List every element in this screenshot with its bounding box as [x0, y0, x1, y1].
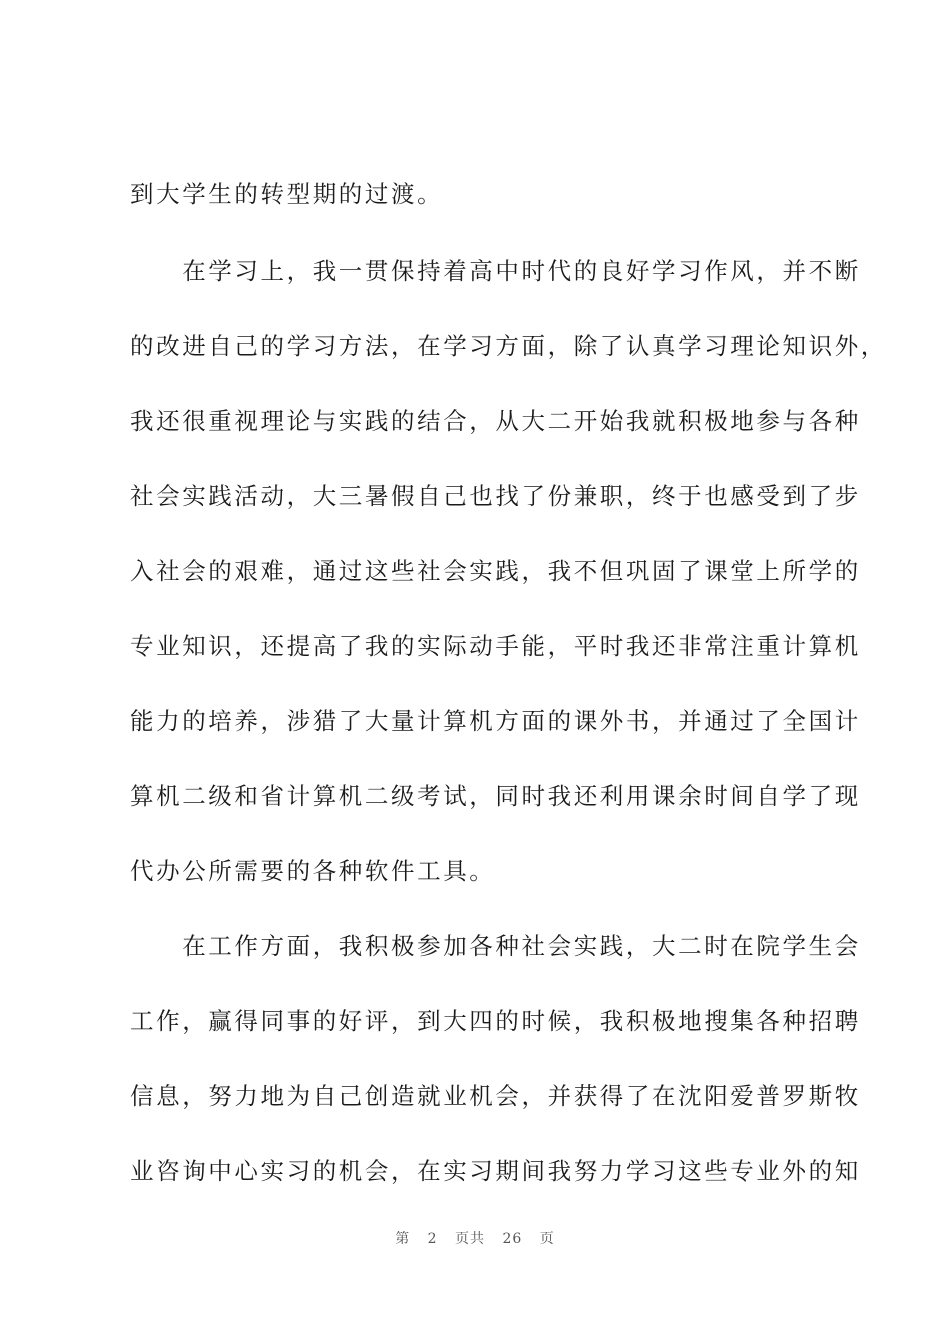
text-line: 社会实践活动，大三暑假自己也找了份兼职，终于也感受到了步	[130, 482, 861, 510]
text-line: 在学习上，我一贯保持着高中时代的良好学习作风，并不断	[130, 257, 861, 285]
text-line: 专业知识，还提高了我的实际动手能，平时我还非常注重计算机	[130, 632, 861, 660]
footer-suffix: 页	[539, 1231, 555, 1247]
footer-total-pages: 26	[502, 1231, 523, 1247]
text-line: 到大学生的转型期的过渡。	[130, 180, 444, 208]
page-footer	[0, 1228, 950, 1248]
text-line: 能力的培养，涉猎了大量计算机方面的课外书，并通过了全国计	[130, 707, 861, 735]
text-line: 算机二级和省计算机二级考试，同时我还利用课余时间自学了现	[130, 782, 861, 810]
text-line: 在工作方面，我积极参加各种社会实践，大二时在院学生会	[130, 932, 861, 960]
footer-middle: 页共	[455, 1231, 486, 1247]
text-line: 工作，赢得同事的好评，到大四的时候，我积极地搜集各种招聘	[130, 1007, 861, 1035]
text-line: 信息，努力地为自己创造就业机会，并获得了在沈阳爱普罗斯牧	[130, 1082, 861, 1110]
footer-prefix: 第	[395, 1231, 411, 1247]
text-line: 我还很重视理论与实践的结合，从大二开始我就积极地参与各种	[130, 407, 861, 435]
text-line: 代办公所需要的各种软件工具。	[130, 857, 496, 885]
text-line: 的改进自己的学习方法，在学习方面，除了认真学习理论知识外，	[130, 332, 887, 360]
footer-page-number: 2	[427, 1231, 438, 1247]
text-line: 业咨询中心实习的机会，在实习期间我努力学习这些专业外的知	[130, 1157, 861, 1185]
text-line: 入社会的艰难，通过这些社会实践，我不但巩固了课堂上所学的	[130, 557, 861, 585]
